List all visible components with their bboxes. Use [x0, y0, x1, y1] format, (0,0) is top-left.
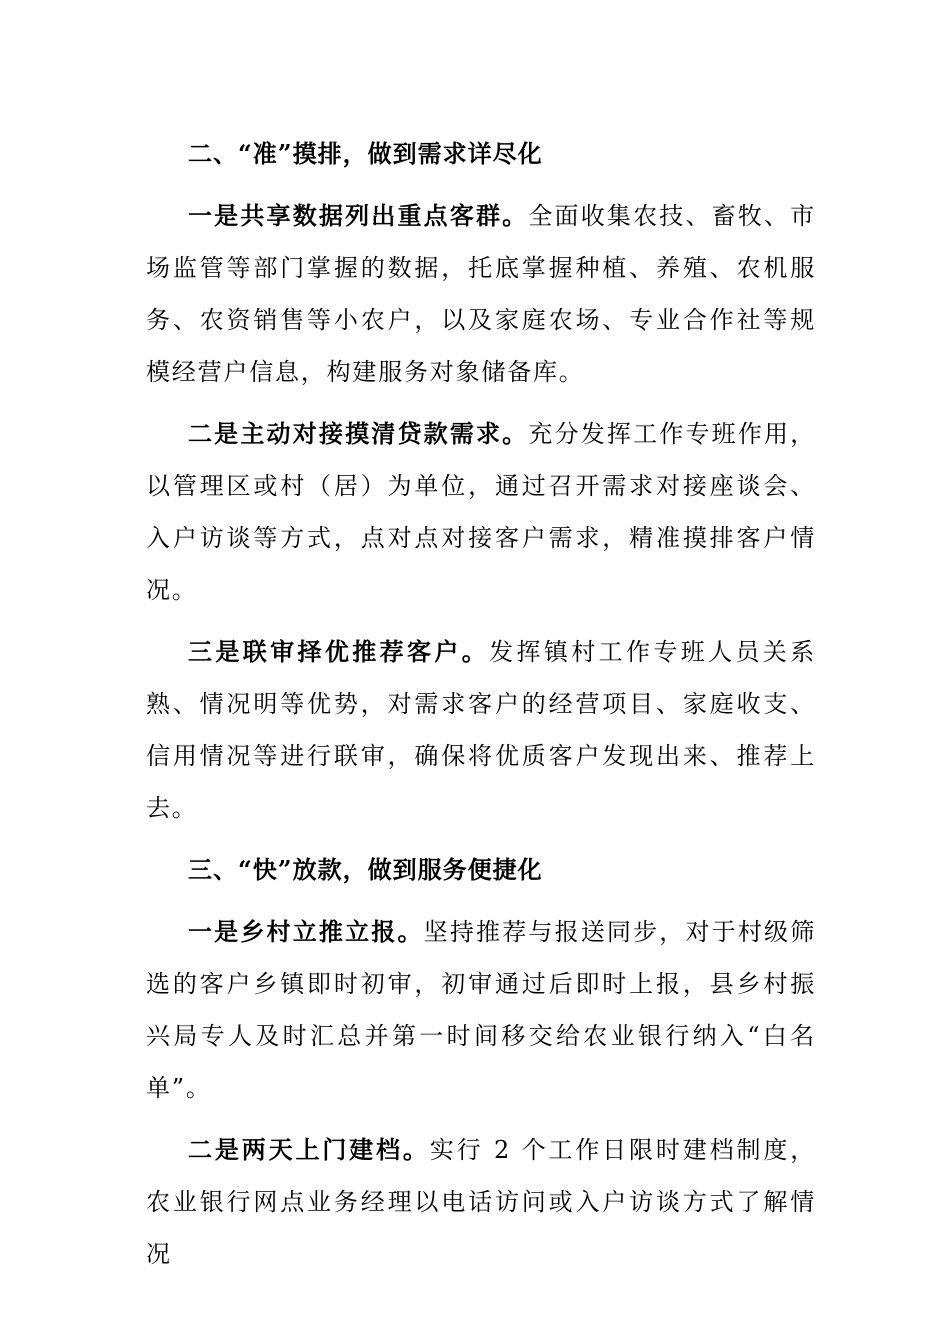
paragraph-lead: 三是联审择优推荐客户。 — [188, 637, 490, 666]
section-heading-accurate-survey: 二、“准”摸排，做到需求详尽化 — [188, 139, 543, 168]
paragraph-joint-review — [146, 626, 816, 834]
paragraph-body: 坚持推荐与报送同步，对于村级筛选的客户乡镇即时初审，初审通过后即时上报，县乡村振兴局专人及时汇总并第一时间移交给农业银行纳入“白名单”。 — [146, 918, 817, 1102]
paragraph-lead: 二是主动对接摸清贷款需求。 — [188, 419, 529, 448]
paragraph-two-day-filing — [146, 1124, 816, 1280]
section-heading-fast-loan: 三、“快”放款，做到服务便捷化 — [188, 855, 543, 884]
document-body — [146, 128, 816, 1290]
paragraph-lead: 一是共享数据列出重点客群。 — [188, 201, 529, 230]
paragraph-lead: 二是两天上门建档。 — [188, 1135, 430, 1164]
paragraph-active-docking — [146, 408, 816, 616]
paragraph-village-report — [146, 906, 816, 1114]
paragraph-body: 充分发挥工作专班作用，以管理区或村（居）为单位，通过召开需求对接座谈会、入户访谈等方式，点对点对接客户需求，精准摸排客户情况。 — [146, 420, 816, 604]
paragraph-body: 全面收集农技、畜牧、市场监管等部门掌握的数据，托底掌握种植、养殖、农机服务、农资销售等小农户，以及家庭农场、专业合作社等规模经营户信息，构建服务对象储备库。 — [146, 202, 816, 386]
paragraph-body: 发挥镇村工作专班人员关系熟、情况明等优势，对需求客户的经营项目、家庭收支、信用情况等进行联审，确保将优质客户发现出来、推荐上去。 — [146, 638, 816, 822]
paragraph-lead: 一是乡村立推立报。 — [188, 917, 424, 946]
paragraph-shared-data — [146, 190, 816, 398]
paragraph-body: 实行 2 个工作日限时建档制度，农业银行网点业务经理以电话访问或入户访谈方式了解情况 — [146, 1136, 817, 1268]
